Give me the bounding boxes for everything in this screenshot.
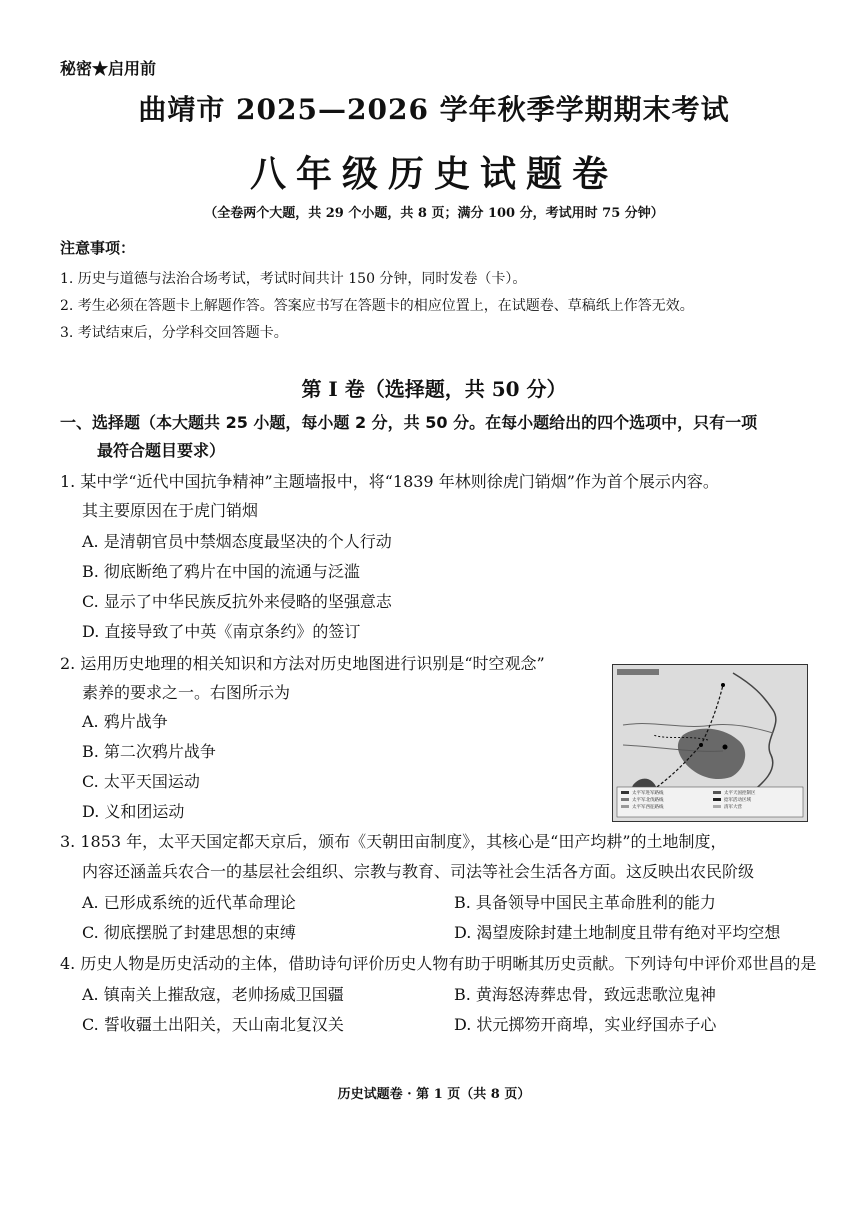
map-legend-label: 捻军活动区域 <box>724 798 751 803</box>
map-legend-label: 太平天国控制区 <box>724 791 756 796</box>
question-2-option-b: B. 第二次鸦片战争 <box>82 742 216 761</box>
question-3-stem: 3. 1853 年，太平天国定都天京后，颁布《天朝田亩制度》，其核心是“田产均耕”的土地制度， <box>60 832 727 851</box>
question-1-stem: 1. 某中学“近代中国抗争精神”主题墙报中，将“1839 年林则徐虎门销烟”作为首个展示内容。 <box>60 472 719 491</box>
question-4-option-c: C. 誓收疆土出阳关，天山南北复汉关 <box>82 1015 344 1034</box>
question-2-stem: 2. 运用历史地理的相关知识和方法对历史地图进行识别是“时空观念” <box>60 654 545 673</box>
exam-title: 曲靖市 2025—2026 学年秋季学期期末考试 <box>138 93 730 126</box>
question-1-option-a: A. 是清朝官员中禁烟态度最坚决的个人行动 <box>82 532 392 551</box>
notice-item: 1. 历史与道德与法治合场考试，考试时间共计 150 分钟，同时发卷（卡）。 <box>60 271 527 287</box>
exam-info: （全卷两个大题，共 29 个小题，共 8 页；满分 100 分，考试用时 75 分钟） <box>204 206 664 221</box>
question-3-option-a: A. 已形成系统的近代革命理论 <box>82 893 296 912</box>
map-drawing <box>613 665 807 821</box>
page-footer: 历史试题卷 · 第 1 页（共 8 页） <box>337 1087 531 1102</box>
question-1-option-c: C. 显示了中华民族反抗外来侵略的坚强意志 <box>82 592 392 611</box>
part-heading: 一、选择题（本大题共 25 小题，每小题 2 分，共 50 分。在每小题给出的四个选项中，只有一项 <box>60 413 758 432</box>
notice-item: 2. 考生必须在答题卡上解题作答。答案应书写在答题卡的相应位置上，在试题卷、草稿纸上作答无效。 <box>60 298 694 314</box>
question-3-stem-cont: 内容还涵盖兵农合一的基层社会组织、宗教与教育、司法等社会生活各方面。这反映出农民阶级 <box>82 862 755 881</box>
question-4-stem: 4. 历史人物是历史活动的主体，借助诗句评价历史人物有助于明晰其历史贡献。下列诗句中评价邓世昌的是 <box>60 954 817 973</box>
question-2-option-d: D. 义和团运动 <box>82 802 185 821</box>
question-2-stem-cont: 素养的要求之一。右图所示为 <box>82 683 291 702</box>
notice-item: 3. 考试结束后，分学科交回答题卡。 <box>60 325 288 341</box>
subject-title: 八年级历史试题卷 <box>249 153 618 195</box>
question-1-stem-cont: 其主要原因在于虎门销烟 <box>82 501 259 520</box>
map-legend-label: 清军大营 <box>724 805 742 810</box>
section-title: 第 I 卷（选择题，共 50 分） <box>301 377 567 401</box>
part-heading-cont: 最符合题目要求） <box>97 441 226 460</box>
map-legend-label: 太平军北伐路线 <box>632 798 664 803</box>
question-4-option-b: B. 黄海怒涛葬忠骨，致远悲歌泣鬼神 <box>454 985 716 1004</box>
question-1-option-d: D. 直接导致了中英《南京条约》的签订 <box>82 622 361 641</box>
map-legend-label: 太平军进军路线 <box>632 791 664 796</box>
question-1-option-b: B. 彻底断绝了鸦片在中国的流通与泛滥 <box>82 562 360 581</box>
question-4-option-a: A. 镇南关上摧敌寇，老帅扬威卫国疆 <box>82 985 344 1004</box>
question-4-option-d: D. 状元掷笏开商埠，实业纾国赤子心 <box>454 1015 717 1034</box>
question-3-option-b: B. 具备领导中国民主革命胜利的能力 <box>454 893 716 912</box>
question-2-option-c: C. 太平天国运动 <box>82 772 200 791</box>
historical-map <box>612 664 808 822</box>
map-legend-label: 太平军西征路线 <box>632 805 664 810</box>
question-3-option-c: C. 彻底摆脱了封建思想的束缚 <box>82 923 296 942</box>
question-2-option-a: A. 鸦片战争 <box>82 712 168 731</box>
notice-heading: 注意事项： <box>60 239 136 257</box>
question-3-option-d: D. 渴望废除封建土地制度且带有绝对平均空想 <box>454 923 781 942</box>
confidential-label: 秘密★启用前 <box>60 59 157 78</box>
